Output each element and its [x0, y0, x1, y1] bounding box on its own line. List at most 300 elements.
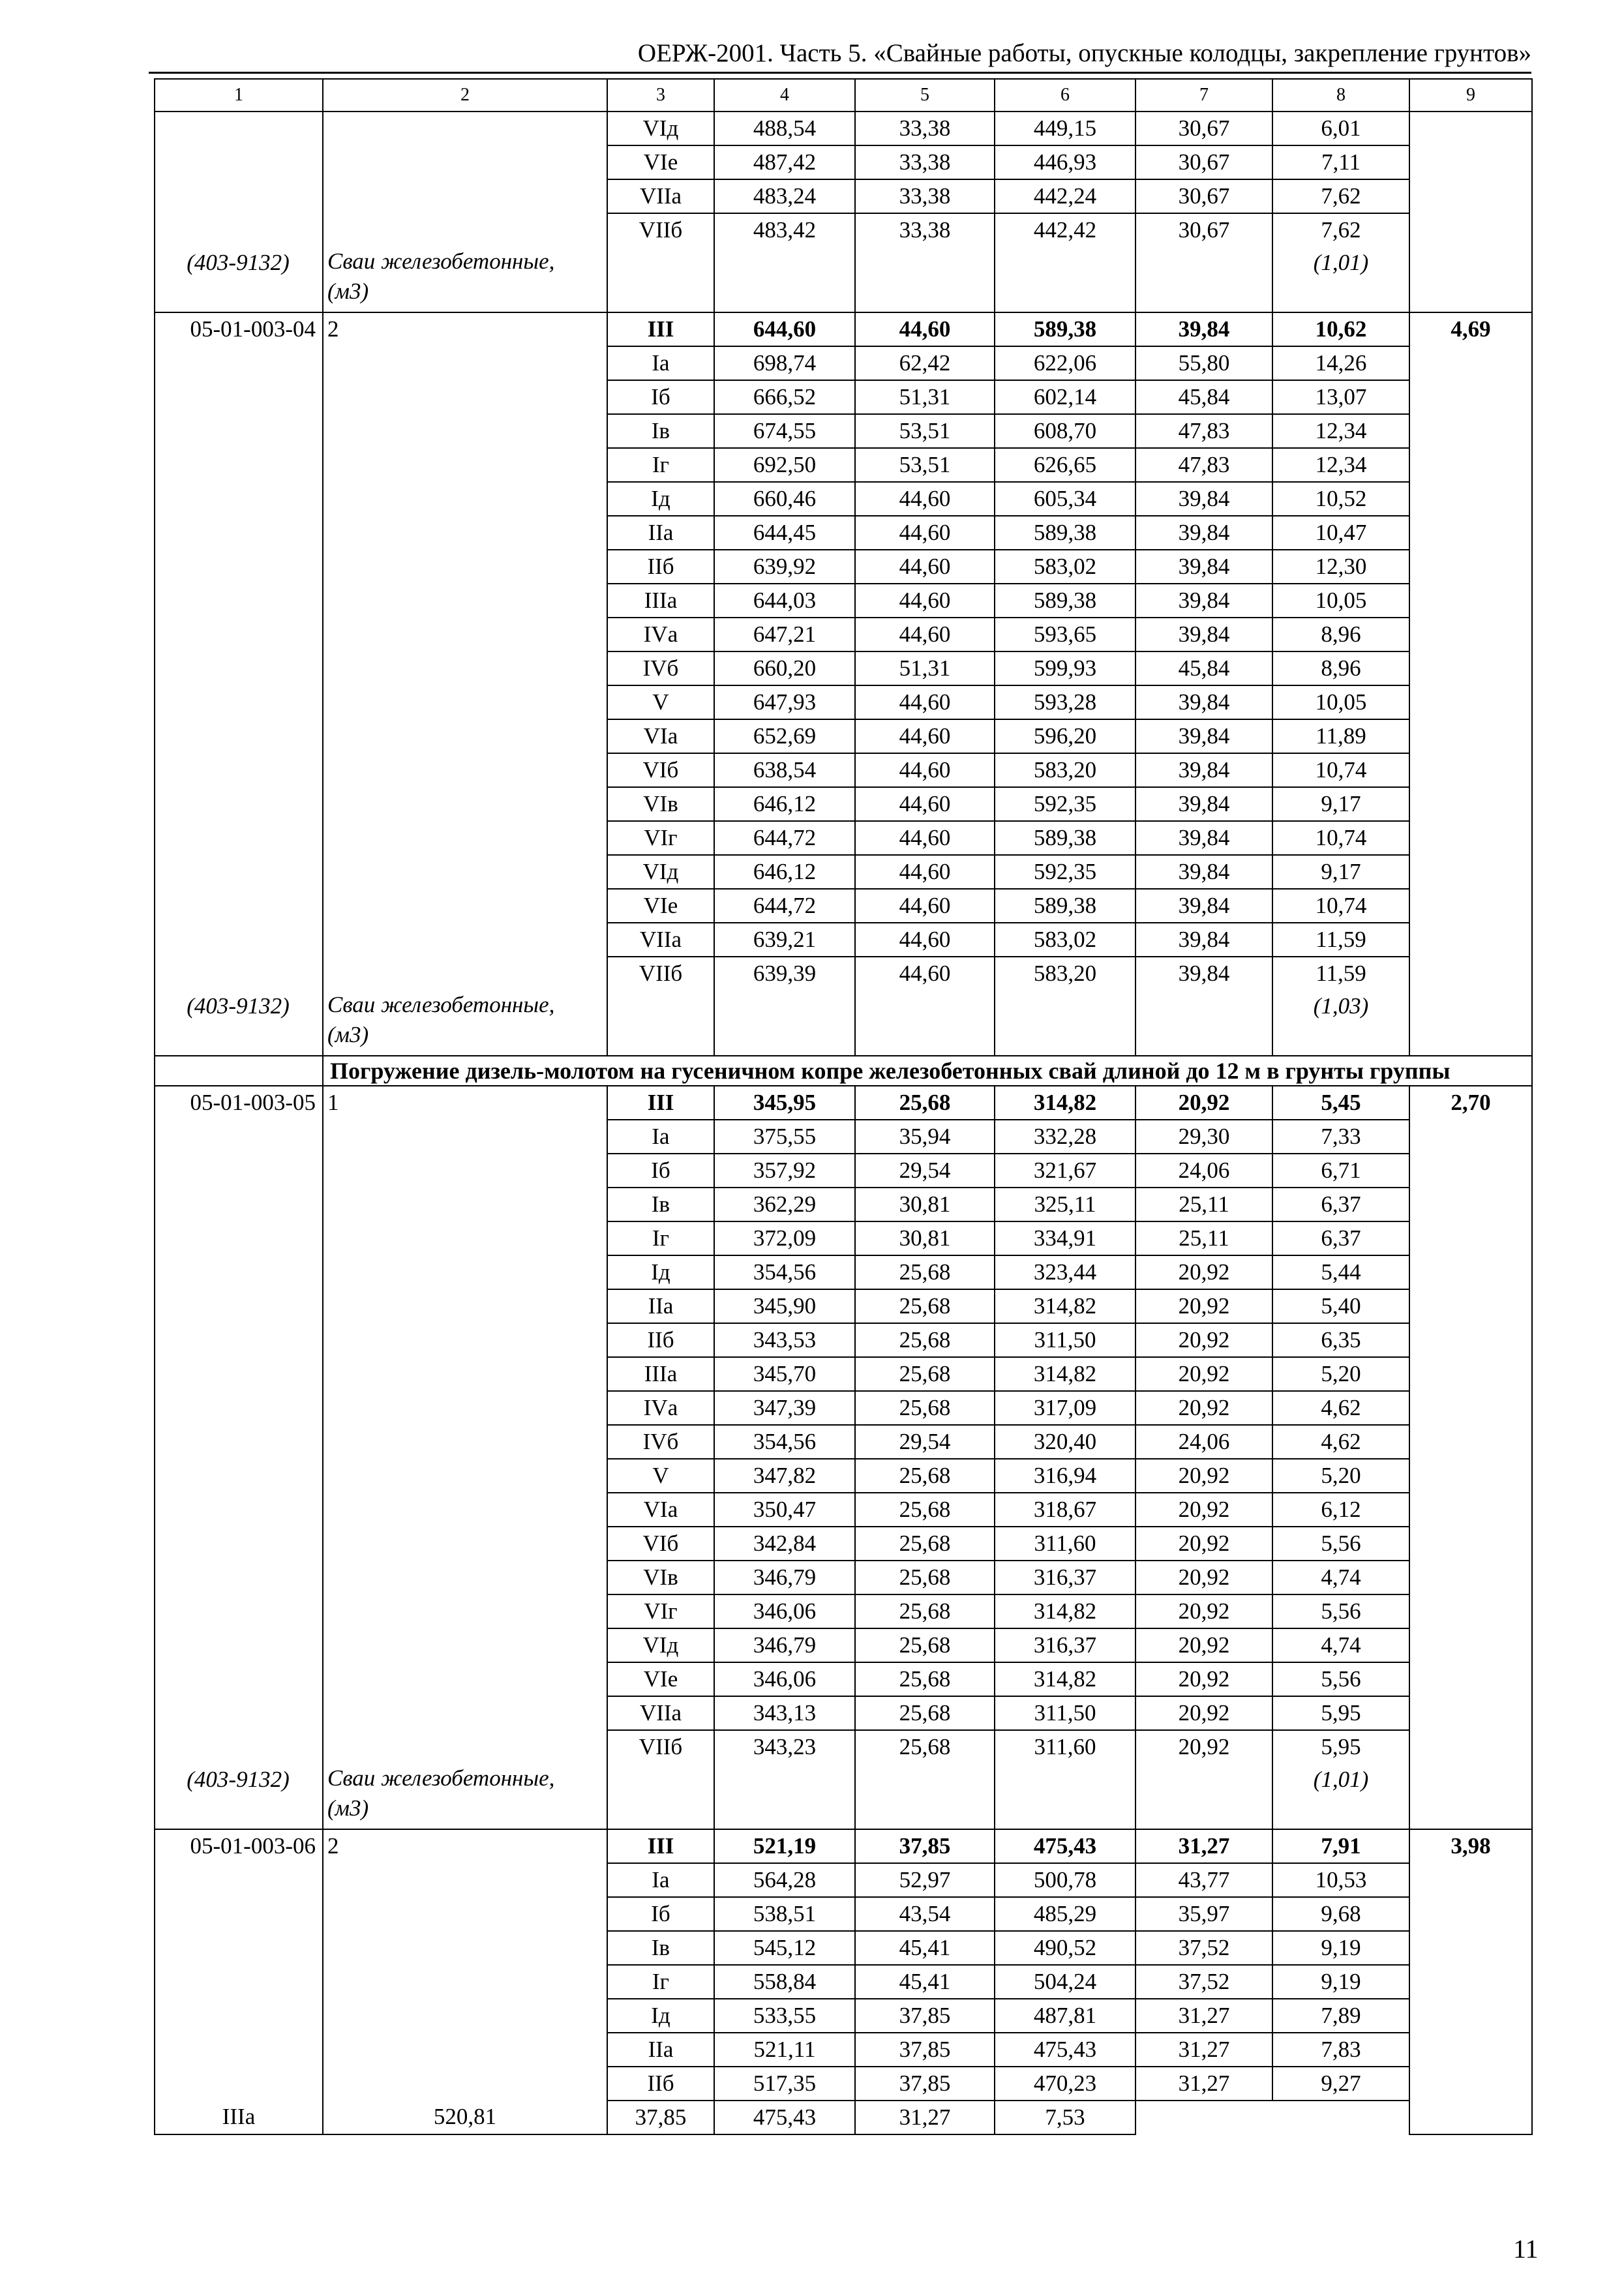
section-row	[155, 1056, 1532, 1086]
value-cell: 14,26	[1272, 346, 1409, 380]
value-cell: 6,12	[1272, 1493, 1409, 1527]
coefficient-cell	[1272, 990, 1409, 1056]
value-cell: 660,20	[714, 651, 855, 685]
value-cell: 44,60	[855, 923, 995, 957]
value-cell: 30,81	[855, 1221, 995, 1255]
empty-cell	[855, 1763, 995, 1829]
resource-row	[155, 247, 1532, 312]
value-cell: 31,27	[1135, 2033, 1272, 2067]
value-cell: 692,50	[714, 448, 855, 482]
soil-group-cell: VIд	[607, 1628, 714, 1662]
value-cell: 9,19	[1272, 1931, 1409, 1965]
soil-group-cell: VIа	[607, 719, 714, 753]
value-cell: 31,27	[855, 2101, 995, 2134]
value-cell: 44,60	[855, 516, 995, 550]
soil-group-cell: VIв	[607, 1561, 714, 1594]
value-cell: 362,29	[714, 1188, 855, 1221]
value-cell: 583,20	[995, 957, 1135, 990]
value-cell: 592,35	[995, 787, 1135, 821]
value-cell: 314,82	[995, 1357, 1135, 1391]
total-cell: 2,70	[1409, 1086, 1532, 1829]
empty-cell	[1135, 247, 1272, 312]
value-cell: 564,28	[714, 1863, 855, 1897]
rate-variant: 2	[323, 312, 607, 990]
value-cell: 533,55	[714, 1999, 855, 2033]
value-cell: 5,40	[1272, 1289, 1409, 1323]
table-row	[155, 2101, 1532, 2134]
value-cell: 10,74	[1272, 889, 1409, 923]
value-cell: 538,51	[714, 1897, 855, 1931]
rates-table-body	[155, 79, 1532, 2134]
value-cell: 354,56	[714, 1425, 855, 1459]
value-cell: 647,93	[714, 685, 855, 719]
soil-group-cell: VIIб	[607, 213, 714, 247]
value-cell: 10,62	[1272, 312, 1409, 346]
value-cell: 6,71	[1272, 1154, 1409, 1188]
value-cell: 29,54	[855, 1154, 995, 1188]
value-cell: 345,70	[714, 1357, 855, 1391]
value-cell: 10,74	[1272, 753, 1409, 787]
value-cell: 53,51	[855, 414, 995, 448]
value-cell: 10,05	[1272, 685, 1409, 719]
soil-group-cell: IVб	[607, 1425, 714, 1459]
value-cell: 39,84	[1135, 584, 1272, 618]
value-cell: 44,60	[855, 821, 995, 855]
resource-coefficient: (1,01)	[1313, 250, 1369, 275]
value-cell: 4,62	[1272, 1391, 1409, 1425]
value-cell: 25,68	[855, 1561, 995, 1594]
value-cell: 589,38	[995, 821, 1135, 855]
soil-group-cell: III	[607, 1829, 714, 1863]
column-number: 4	[714, 79, 855, 112]
soil-group-cell: Iа	[607, 1863, 714, 1897]
value-cell: 334,91	[995, 1221, 1135, 1255]
value-cell: 39,84	[1135, 719, 1272, 753]
value-cell: 62,42	[855, 346, 995, 380]
value-cell: 5,56	[1272, 1594, 1409, 1628]
value-cell: 25,68	[855, 1696, 995, 1730]
column-number: 6	[995, 79, 1135, 112]
value-cell: 7,83	[1272, 2033, 1409, 2067]
value-cell: 10,47	[1272, 516, 1409, 550]
soil-group-cell: Iб	[607, 1897, 714, 1931]
value-cell: 10,53	[1272, 1863, 1409, 1897]
resource-coefficient: (1,03)	[1313, 993, 1369, 1019]
value-cell: 20,92	[1135, 1527, 1272, 1561]
value-cell: 442,42	[995, 213, 1135, 247]
value-cell: 4,74	[1272, 1628, 1409, 1662]
soil-group-cell: IVа	[607, 618, 714, 651]
value-cell: 25,68	[855, 1255, 995, 1289]
rate-code: 05-01-003-06	[155, 1829, 323, 2101]
soil-group-cell: Iа	[607, 1120, 714, 1154]
value-cell: 583,20	[995, 753, 1135, 787]
soil-group-cell: IIб	[607, 1323, 714, 1357]
value-cell: 33,38	[855, 179, 995, 213]
value-cell: 316,37	[995, 1561, 1135, 1594]
empty-cell	[714, 990, 855, 1056]
empty-cell	[1135, 990, 1272, 1056]
column-number: 1	[155, 79, 323, 112]
value-cell: 343,23	[714, 1730, 855, 1763]
value-cell: 593,28	[995, 685, 1135, 719]
value-cell: 30,67	[1135, 145, 1272, 179]
value-cell: 589,38	[995, 584, 1135, 618]
soil-group-cell: III	[607, 312, 714, 346]
value-cell: 35,97	[1135, 1897, 1272, 1931]
soil-group-cell: VIIб	[607, 1730, 714, 1763]
value-cell: 25,11	[1135, 1221, 1272, 1255]
value-cell: 589,38	[995, 889, 1135, 923]
value-cell: 596,20	[995, 719, 1135, 753]
soil-group-cell: Iд	[607, 1999, 714, 2033]
value-cell: 357,92	[714, 1154, 855, 1188]
value-cell: 39,84	[1135, 550, 1272, 584]
value-cell: 314,82	[995, 1594, 1135, 1628]
page-header: ОЕРЖ-2001. Часть 5. «Свайные работы, опускные колодцы, закрепление грунтов»	[637, 39, 1531, 67]
value-cell: 314,82	[995, 1662, 1135, 1696]
value-cell: 39,84	[1135, 889, 1272, 923]
value-cell: 44,60	[855, 753, 995, 787]
soil-group-cell: VIIб	[607, 957, 714, 990]
empty-cell	[995, 1763, 1135, 1829]
value-cell: 29,30	[1135, 1120, 1272, 1154]
value-cell: 39,84	[1135, 957, 1272, 990]
value-cell: 9,68	[1272, 1897, 1409, 1931]
value-cell: 29,54	[855, 1425, 995, 1459]
value-cell: 45,84	[1135, 380, 1272, 414]
value-cell: 24,06	[1135, 1425, 1272, 1459]
value-cell: 487,81	[995, 1999, 1135, 2033]
column-number: 5	[855, 79, 995, 112]
value-cell: 7,89	[1272, 1999, 1409, 2033]
column-number: 2	[323, 79, 607, 112]
value-cell: 9,27	[1272, 2067, 1409, 2101]
resource-name-cell	[323, 990, 607, 1056]
resource-code-cell	[155, 990, 323, 1056]
value-cell: 7,62	[1272, 179, 1409, 213]
value-cell: 39,84	[1135, 516, 1272, 550]
value-cell: 20,92	[1135, 1696, 1272, 1730]
value-cell: 11,59	[1272, 923, 1409, 957]
value-cell: 39,84	[1135, 855, 1272, 889]
value-cell: 345,95	[714, 1086, 855, 1120]
value-cell: 475,43	[714, 2101, 855, 2134]
value-cell: 20,92	[1135, 1561, 1272, 1594]
value-cell: 44,60	[855, 957, 995, 990]
value-cell: 593,65	[995, 618, 1135, 651]
value-cell: 6,37	[1272, 1188, 1409, 1221]
value-cell: 314,82	[995, 1086, 1135, 1120]
value-cell: 488,54	[714, 112, 855, 145]
value-cell: 354,56	[714, 1255, 855, 1289]
column-number: 8	[1272, 79, 1409, 112]
value-cell: 10,74	[1272, 821, 1409, 855]
coefficient-cell	[1272, 1763, 1409, 1829]
value-cell: 13,07	[1272, 380, 1409, 414]
value-cell: 583,02	[995, 923, 1135, 957]
value-cell: 44,60	[855, 482, 995, 516]
value-cell: 343,53	[714, 1323, 855, 1357]
soil-group-cell: Iа	[607, 346, 714, 380]
value-cell: 39,84	[1135, 753, 1272, 787]
value-cell: 39,84	[1135, 923, 1272, 957]
value-cell: 20,92	[1135, 1391, 1272, 1425]
soil-group-cell: Iб	[607, 380, 714, 414]
value-cell: 31,27	[1135, 2067, 1272, 2101]
resource-code-cell	[155, 1763, 323, 1829]
soil-group-cell: Iг	[607, 1965, 714, 1999]
value-cell: 442,24	[995, 179, 1135, 213]
value-cell: 8,96	[1272, 651, 1409, 685]
value-cell: 589,38	[995, 516, 1135, 550]
rate-variant	[323, 112, 607, 247]
value-cell: 20,92	[1135, 1086, 1272, 1120]
resource-code: (403-9132)	[187, 1767, 290, 1792]
soil-group-cell: VIа	[607, 1493, 714, 1527]
value-cell: 4,74	[1272, 1561, 1409, 1594]
value-cell: 325,11	[995, 1188, 1135, 1221]
empty-cell	[995, 990, 1135, 1056]
coefficient-cell	[1272, 247, 1409, 312]
value-cell: 7,91	[1272, 1829, 1409, 1863]
value-cell: 346,79	[714, 1561, 855, 1594]
value-cell: 25,68	[855, 1493, 995, 1527]
value-cell: 44,60	[855, 312, 995, 346]
value-cell: 20,92	[1135, 1594, 1272, 1628]
value-cell: 51,31	[855, 651, 995, 685]
soil-group-cell: IIб	[607, 550, 714, 584]
value-cell: 25,68	[855, 1357, 995, 1391]
soil-group-cell: VIв	[607, 787, 714, 821]
value-cell: 504,24	[995, 1965, 1135, 1999]
value-cell: 521,11	[714, 2033, 855, 2067]
value-cell: 316,37	[995, 1628, 1135, 1662]
value-cell: 47,83	[1135, 414, 1272, 448]
value-cell: 10,52	[1272, 482, 1409, 516]
value-cell: 52,97	[855, 1863, 995, 1897]
value-cell: 345,90	[714, 1289, 855, 1323]
value-cell: 638,54	[714, 753, 855, 787]
value-cell: 43,77	[1135, 1863, 1272, 1897]
total-cell	[1409, 112, 1532, 312]
value-cell: 31,27	[1135, 1999, 1272, 2033]
value-cell: 6,35	[1272, 1323, 1409, 1357]
value-cell: 43,54	[855, 1897, 995, 1931]
value-cell: 25,68	[855, 1459, 995, 1493]
value-cell: 545,12	[714, 1931, 855, 1965]
value-cell: 346,06	[714, 1594, 855, 1628]
value-cell: 44,60	[855, 584, 995, 618]
empty-cell	[714, 1763, 855, 1829]
value-cell: 592,35	[995, 855, 1135, 889]
value-cell: 44,60	[855, 889, 995, 923]
soil-group-cell: VIг	[607, 1594, 714, 1628]
value-cell: 20,92	[1135, 1493, 1272, 1527]
soil-group-cell: VIб	[607, 753, 714, 787]
value-cell: 33,38	[855, 213, 995, 247]
empty-cell	[607, 247, 714, 312]
value-cell: 608,70	[995, 414, 1135, 448]
value-cell: 320,40	[995, 1425, 1135, 1459]
value-cell: 12,34	[1272, 414, 1409, 448]
resource-name-cell	[323, 247, 607, 312]
value-cell: 25,68	[855, 1730, 995, 1763]
value-cell: 12,34	[1272, 448, 1409, 482]
table-row	[155, 1086, 1532, 1120]
empty-cell	[855, 990, 995, 1056]
value-cell: 44,60	[855, 685, 995, 719]
soil-group-cell: VIе	[607, 1662, 714, 1696]
value-cell: 11,89	[1272, 719, 1409, 753]
value-cell: 347,39	[714, 1391, 855, 1425]
rate-variant: 2	[323, 1829, 607, 2101]
value-cell: 55,80	[1135, 346, 1272, 380]
value-cell: 343,13	[714, 1696, 855, 1730]
value-cell: 644,03	[714, 584, 855, 618]
value-cell: 44,60	[855, 618, 995, 651]
soil-group-cell: VIIа	[607, 1696, 714, 1730]
value-cell: 44,60	[855, 550, 995, 584]
soil-group-cell: Iб	[607, 1154, 714, 1188]
value-cell: 39,84	[1135, 787, 1272, 821]
value-cell: 20,92	[1135, 1459, 1272, 1493]
value-cell: 51,31	[855, 380, 995, 414]
value-cell: 346,06	[714, 1662, 855, 1696]
value-cell: 9,17	[1272, 787, 1409, 821]
value-cell: 639,39	[714, 957, 855, 990]
value-cell: 647,21	[714, 618, 855, 651]
value-cell: 646,12	[714, 855, 855, 889]
value-cell: 483,24	[714, 179, 855, 213]
value-cell: 47,83	[1135, 448, 1272, 482]
value-cell: 311,50	[995, 1696, 1135, 1730]
value-cell: 350,47	[714, 1493, 855, 1527]
resource-code: (403-9132)	[187, 250, 290, 275]
value-cell: 8,96	[1272, 618, 1409, 651]
value-cell: 6,01	[1272, 112, 1409, 145]
value-cell: 9,19	[1272, 1965, 1409, 1999]
value-cell: 347,82	[714, 1459, 855, 1493]
soil-group-cell: VIIа	[607, 179, 714, 213]
value-cell: 37,85	[607, 2101, 714, 2134]
empty-cell	[607, 1763, 714, 1829]
value-cell: 11,59	[1272, 957, 1409, 990]
value-cell: 622,06	[995, 346, 1135, 380]
value-cell: 7,33	[1272, 1120, 1409, 1154]
empty-cell	[995, 247, 1135, 312]
empty-cell	[714, 247, 855, 312]
value-cell: 321,67	[995, 1154, 1135, 1188]
value-cell: 25,68	[855, 1527, 995, 1561]
value-cell: 44,60	[855, 787, 995, 821]
resource-name: Сваи железобетонные, (м3)	[327, 248, 555, 304]
value-cell: 311,60	[995, 1730, 1135, 1763]
value-cell: 323,44	[995, 1255, 1135, 1289]
value-cell: 626,65	[995, 448, 1135, 482]
value-cell: 20,92	[1135, 1730, 1272, 1763]
value-cell: 44,60	[855, 719, 995, 753]
value-cell: 375,55	[714, 1120, 855, 1154]
soil-group-cell: Iв	[607, 1931, 714, 1965]
resource-coefficient: (1,01)	[1313, 1767, 1369, 1792]
soil-group-cell: III	[607, 1086, 714, 1120]
soil-group-cell: VIд	[607, 855, 714, 889]
soil-group-cell: IIIа	[607, 1357, 714, 1391]
value-cell: 346,79	[714, 1628, 855, 1662]
value-cell: 644,72	[714, 821, 855, 855]
value-cell: 20,92	[1135, 1255, 1272, 1289]
rates-table	[154, 78, 1533, 2135]
value-cell: 583,02	[995, 550, 1135, 584]
value-cell: 30,67	[1135, 179, 1272, 213]
value-cell: 342,84	[714, 1527, 855, 1561]
value-cell: 33,38	[855, 112, 995, 145]
soil-group-cell: IIа	[607, 1289, 714, 1323]
soil-group-cell: VIе	[607, 889, 714, 923]
value-cell: 644,72	[714, 889, 855, 923]
value-cell: 7,62	[1272, 213, 1409, 247]
value-cell: 25,68	[855, 1391, 995, 1425]
value-cell: 332,28	[995, 1120, 1135, 1154]
value-cell: 33,38	[855, 145, 995, 179]
value-cell: 660,46	[714, 482, 855, 516]
soil-group-cell: IVа	[607, 1391, 714, 1425]
soil-group-cell: IVб	[607, 651, 714, 685]
soil-group-cell: IIа	[607, 2033, 714, 2067]
value-cell: 644,45	[714, 516, 855, 550]
value-cell: 37,85	[855, 2067, 995, 2101]
column-number: 3	[607, 79, 714, 112]
value-cell: 521,19	[714, 1829, 855, 1863]
value-cell: 30,81	[855, 1188, 995, 1221]
column-number-row	[155, 79, 1532, 112]
value-cell: 35,94	[855, 1120, 995, 1154]
resource-name: Сваи железобетонные, (м3)	[327, 992, 555, 1047]
soil-group-cell: VIг	[607, 821, 714, 855]
soil-group-cell: V	[607, 1459, 714, 1493]
resource-code: (403-9132)	[187, 993, 290, 1019]
rate-code	[155, 112, 323, 247]
resource-row	[155, 1763, 1532, 1829]
column-number: 7	[1135, 79, 1272, 112]
value-cell: 666,52	[714, 380, 855, 414]
value-cell: 449,15	[995, 112, 1135, 145]
value-cell: 25,68	[855, 1662, 995, 1696]
value-cell: 520,81	[323, 2101, 607, 2134]
value-cell: 5,44	[1272, 1255, 1409, 1289]
value-cell: 639,92	[714, 550, 855, 584]
value-cell: 45,84	[1135, 651, 1272, 685]
value-cell: 674,55	[714, 414, 855, 448]
rate-code: 05-01-003-04	[155, 312, 323, 990]
soil-group-cell: Iд	[607, 482, 714, 516]
value-cell: 20,92	[1135, 1357, 1272, 1391]
value-cell: 485,29	[995, 1897, 1135, 1931]
soil-group-cell: IIб	[607, 2067, 714, 2101]
value-cell: 25,11	[1135, 1188, 1272, 1221]
value-cell: 20,92	[1135, 1323, 1272, 1357]
value-cell: 500,78	[995, 1863, 1135, 1897]
value-cell: 10,05	[1272, 584, 1409, 618]
value-cell: 314,82	[995, 1289, 1135, 1323]
value-cell: 25,68	[855, 1086, 995, 1120]
value-cell: 487,42	[714, 145, 855, 179]
value-cell: 517,35	[714, 2067, 855, 2101]
soil-group-cell: VIIа	[607, 923, 714, 957]
soil-group-cell: VIе	[607, 145, 714, 179]
value-cell: 25,68	[855, 1323, 995, 1357]
